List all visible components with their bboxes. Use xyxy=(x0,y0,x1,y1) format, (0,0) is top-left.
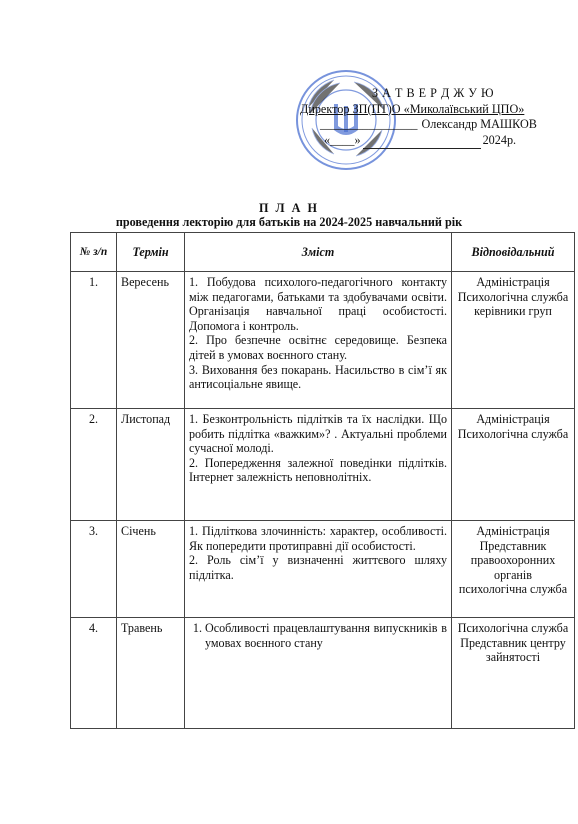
row-responsible xyxy=(452,272,575,409)
content-item: 1. Особливості працевлаштування випускників в умовах воєнного стану xyxy=(205,621,447,650)
row-content xyxy=(185,409,452,521)
content-item: 2. Про безпечне освітнє середовище. Безпека дітей в умовах воєнного стану. xyxy=(189,333,447,362)
row-term: Вересень xyxy=(117,272,185,409)
plan-subtitle: проведення лекторію для батьків на 2024-2025 навчальний рік xyxy=(115,215,463,229)
approval-block xyxy=(300,86,576,149)
row-responsible xyxy=(452,521,575,618)
director-name: Олександр МАШКОВ xyxy=(421,117,537,131)
approval-year: 2024р. xyxy=(482,132,517,147)
table-header-row xyxy=(71,233,575,272)
row-number: 1. xyxy=(71,272,117,409)
lecture-plan-table xyxy=(70,232,575,729)
responsible-item: Представник правоохоронних органів xyxy=(470,538,556,582)
table-row xyxy=(71,521,575,618)
header-term: Термін xyxy=(117,233,185,272)
content-item: 2. Попередження залежної поведінки підлітків. Інтернет залежність неповнолітніх. xyxy=(189,455,447,485)
header-content: Зміст xyxy=(185,233,452,272)
date-month-blank xyxy=(363,133,481,150)
responsible-item: Психологічна служба xyxy=(457,621,569,635)
content-item: 1. Підліткова злочинність: характер, особливості. Як попередити протиправні дії особистості. xyxy=(189,524,447,553)
responsible-item: керівники груп xyxy=(474,304,552,319)
row-responsible xyxy=(452,409,575,521)
responsible-item: Представник центру зайнятості xyxy=(460,635,566,665)
header-responsible: Відповідальний xyxy=(452,233,575,272)
row-content xyxy=(185,272,452,409)
content-item: 1. Побудова психолого-педагогічного контакту між педагогами, батьками та здобувачами освіти. Організація навчальної праці особистості. Допомога і контроль. xyxy=(189,275,447,333)
row-content xyxy=(185,618,452,729)
content-list xyxy=(189,621,447,650)
responsible-item: психологічна служба xyxy=(458,582,568,597)
responsible-item: Адміністрація xyxy=(476,412,550,426)
responsible-item: Адміністрація xyxy=(476,524,550,538)
director-position: Директор ЗП(ПТ)О «Миколаївський ЦПО» xyxy=(300,101,525,116)
responsible-item: Адміністрація xyxy=(476,275,550,289)
responsible-item: Психологічна служба xyxy=(457,426,569,441)
content-item: 2. Роль сім’ї у визначенні життєвого шляху підлітка. xyxy=(189,553,447,582)
plan-title: П Л А Н xyxy=(259,201,319,215)
table-row xyxy=(71,409,575,521)
row-term: Січень xyxy=(117,521,185,618)
row-content xyxy=(185,521,452,618)
responsible-item: Психологічна служба xyxy=(457,289,569,304)
approval-date-line: «____» 2024р. xyxy=(300,133,576,150)
row-number: 4. xyxy=(71,618,117,729)
row-term: Травень xyxy=(117,618,185,729)
approval-heading: З А Т В Е Р Д Ж У Ю xyxy=(372,86,495,100)
director-signature-line: ________________ Олександр МАШКОВ xyxy=(320,117,537,131)
content-item: 3. Виховання без покарань. Насильство в сім’ї як антисоціальне явище. xyxy=(189,362,447,392)
row-responsible xyxy=(452,618,575,729)
date-quote-close: » xyxy=(354,132,361,147)
header-number: № з/п xyxy=(71,233,117,272)
row-number: 2. xyxy=(71,409,117,521)
content-item: 1. Безконтрольність підлітків та їх наслідки. Що робить підлітка «важким»? . Актуальні проблеми сучасної молоді. xyxy=(189,412,447,456)
row-number: 3. xyxy=(71,521,117,618)
table-row xyxy=(71,618,575,729)
row-term: Листопад xyxy=(117,409,185,521)
table-row xyxy=(71,272,575,409)
date-quote-open: « xyxy=(324,132,331,147)
